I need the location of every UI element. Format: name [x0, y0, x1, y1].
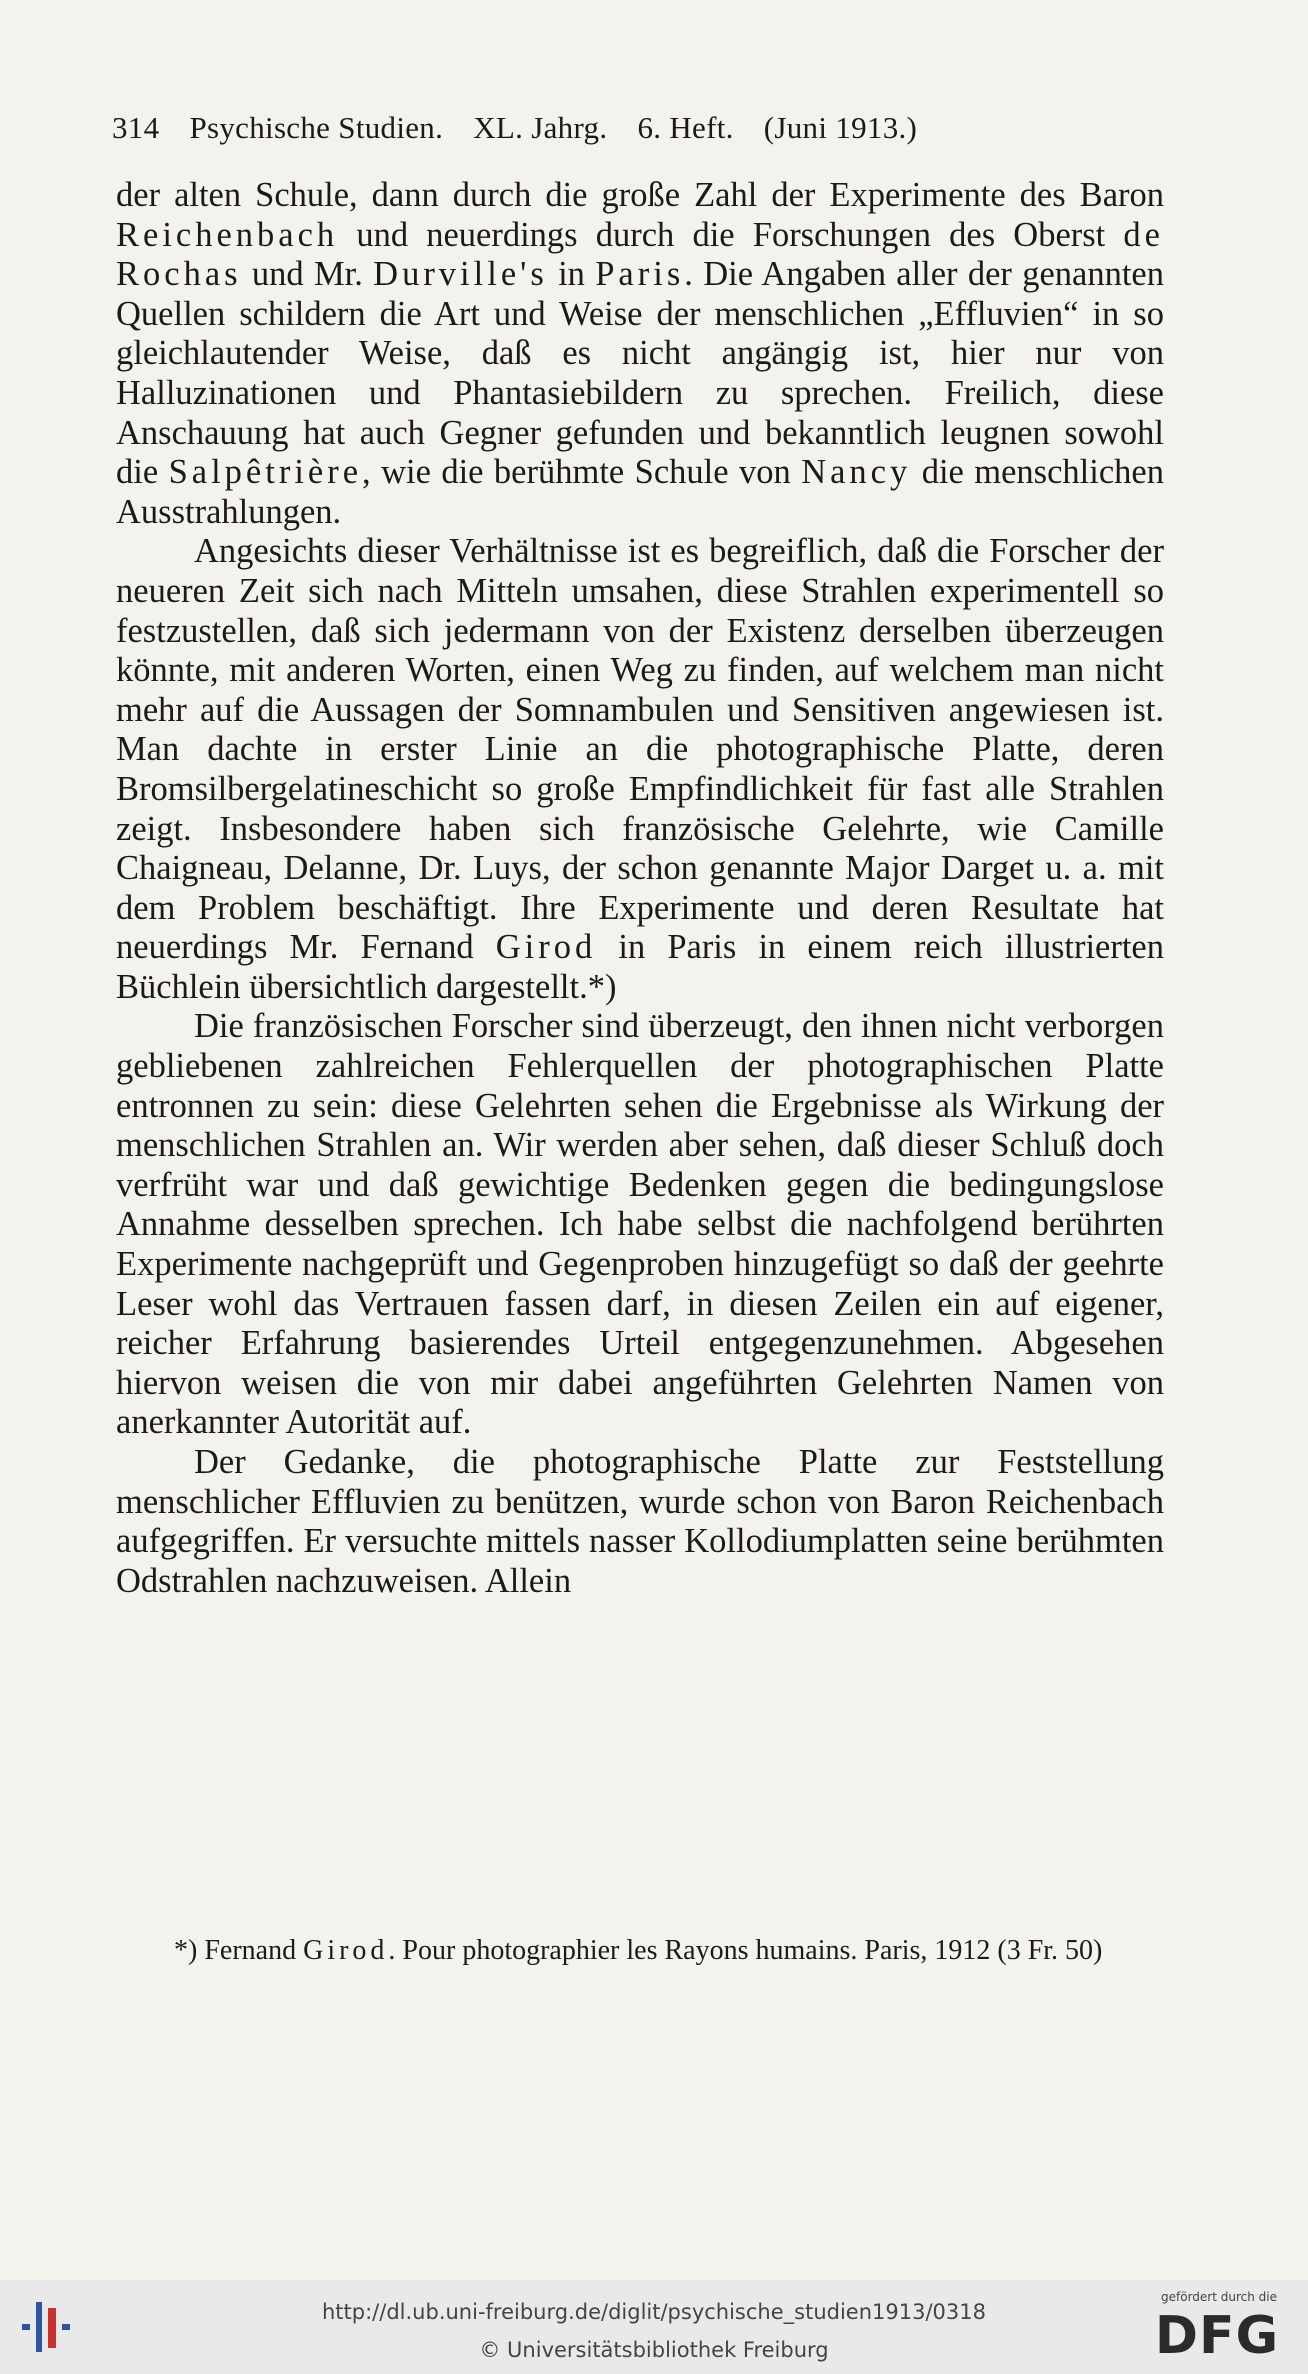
paragraph-3: Die französischen Forscher sind überzeugt, den ihnen nicht verborgen gebliebenen zahlreichen Fehlerquellen der photographischen Platte entronnen zu sein: diese Gelehrten sehen die Ergebnisse als Wirkung der menschlichen Strahlen an. Wir werden aber sehen, daß dieser Schluß doch verfrüht war und daß gewichtige Bedenken gegen die bedingungslose Annahme desselben sprechen. Ich habe selbst die nachfolgend berührten Experimente nachgeprüft und Gegenproben hinzugefügt so daß der geehrte Leser wohl das Vertrauen fassen darf, in diesen Zeilen ein auf eigener, reicher Erfahrung basierendes Urteil entgegenzunehmen. Abgesehen hiervon weisen die von mir dabei angeführten Gelehrten Namen von anerkannter Autorität auf. [116, 1007, 1164, 1442]
text-run: und Mr. [241, 255, 374, 294]
paragraph-2 [116, 532, 1164, 1007]
text-run: . Pour photographier les Rayons humains. Paris, 1912 (3 Fr. 50) [388, 1935, 1103, 1966]
text-run: Angesichts dieser Verhältnisse ist es begreiflich, daß die Forscher der neueren Zeit sich nach Mitteln umsahen, diese Strahlen experimentell so festzustellen, daß sich jedermann von der Existenz derselben überzeugen könnte, mit anderen Worten, einen Weg zu finden, auf welchem man nicht mehr auf die Aussagen der Somnambulen und Sensitiven angewiesen ist. Man dachte in erster Linie an die photographische Platte, deren Bromsilbergelatineschicht so große Empfindlichkeit für fast alle Strahlen zeigt. Insbesondere haben sich französische Gelehrte, wie Camille Chaigneau, Delanne, Dr. Luys, der schon genannte Major Darget u. a. mit dem Problem beschäftigt. Ihre Experimente und deren Resultate hat neuerdings Mr. Fernand [116, 532, 1164, 967]
footnote [116, 1933, 1164, 1969]
spaced-name: Paris [595, 255, 685, 294]
spaced-name: Durville's [373, 255, 548, 294]
issue-date: (Juni 1913.) [763, 110, 918, 145]
text-run: , wie die berühmte Schule von [362, 453, 802, 492]
dfg-logo: DFG [1154, 2306, 1280, 2366]
text-run: und neuerdings durch die Forschungen des Oberst [338, 215, 1124, 254]
page-number: 314 [112, 110, 160, 145]
spaced-name: de Rochas [116, 215, 1164, 294]
spaced-name: Reichenbach [116, 215, 339, 254]
text-run: in [547, 255, 596, 294]
spaced-name: Nancy [801, 453, 912, 492]
spaced-name: Salpêtrière [168, 453, 363, 492]
journal-title: Psychische Studien. [189, 110, 444, 145]
volume-label: XL. Jahrg. [473, 110, 608, 145]
article-body [116, 176, 1164, 1601]
spaced-name: Girod [495, 928, 597, 967]
text-run: der alten Schule, dann durch die große Zahl der Experimente des Baron [116, 176, 1164, 214]
footnote-mark: *) [174, 1935, 198, 1966]
spaced-name: Girod [303, 1935, 389, 1966]
text-run: Fernand [197, 1935, 304, 1966]
source-url-link[interactable]: http://dl.ub.uni-freiburg.de/diglit/psychische_studien1913/0318 [322, 2300, 986, 2324]
issue-label: 6. Heft. [637, 110, 734, 145]
paragraph-1 [116, 176, 1164, 532]
copyright-notice: © Universitätsbibliothek Freiburg [479, 2338, 829, 2362]
page-header [112, 110, 1172, 146]
paragraph-4: Der Gedanke, die photographische Platte zur Feststellung menschlicher Effluvien zu benützen, wurde schon von Baron Reichenbach aufgegriffen. Er versuchte mittels nasser Kollodiumplatten seine berühmten Odstrahlen nachzuweisen. Allein [116, 1443, 1164, 1600]
text-run: in Paris in einem reich illustrierten Büchlein übersichtlich dargestellt.*) [116, 928, 1164, 1006]
funding-label: gefördert durch die [1161, 2290, 1277, 2304]
text-run: . Die Angaben aller der genannten Quellen schildern die Art und Weise der menschlichen „Effluvien“ in so gleichlautender Weise, daß es nicht angängig ist, hier nur von Halluzinationen und Phantasiebildern zu sprechen. Freilich, diese Anschauung hat auch Gegner gefunden und bekanntlich leugnen sowohl die [116, 255, 1164, 492]
text-run: die menschlichen Ausstrahlungen. [116, 453, 1164, 531]
